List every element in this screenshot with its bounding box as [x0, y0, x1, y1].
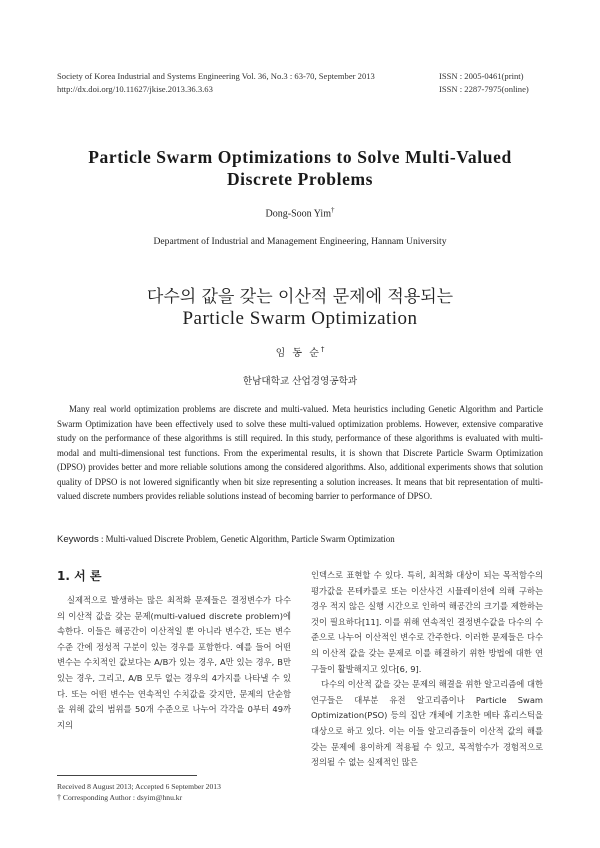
footnote-divider: [57, 775, 197, 776]
paper-title-line2: Discrete Problems: [226, 169, 374, 189]
keywords-label: Keywords: [57, 534, 99, 545]
corresponding-mark: †: [57, 793, 61, 802]
korean-title-line2: Particle Swarm Optimization: [182, 308, 418, 329]
korean-author-mark: †: [320, 345, 325, 354]
keywords: [57, 532, 543, 547]
paper-title-line1: Particle Swarm Optimizations to Solve Multi-Valued: [88, 147, 512, 167]
keywords-text: Multi-valued Discrete Problem, Genetic Algorithm, Particle Swarm Optimization: [105, 534, 395, 544]
body-right-column: [311, 568, 543, 771]
body-left-paragraph: 실제적으로 발생하는 많은 최적화 문제들은 결정변수가 다수의 이산적 값을 갖는 문제(multi-valued discrete problem)에 속한다. 이들은 해공간이 이산적일 뿐 아니라 변수간, 또는 변수 수준 간에 정성적 구분이 있는 경우를 포함한다. 예를 들어 어떤 변수는 수치적인 값보다는 A/B가 있는 경우, A만 있는 경우, B만 있는 경우, 그리고, A/B 모두 없는 경우의 4가지를 나타낼 수 있다. 또는 어떤 변수는 연속적인 수치값을 갖지만, 문제의 단순함을 위해 값의 범위를 50개 수준으로 나누어 각각을 0부터 49까지의: [57, 595, 291, 730]
journal-citation: Society of Korea Industrial and Systems Engineering Vol. 36, No.3 : 63-70, September 2013: [57, 71, 375, 81]
korean-affiliation: 한남대학교 산업경영공학과: [242, 376, 358, 387]
corresponding-text: Corresponding Author : dsyim@hnu.kr: [62, 793, 183, 802]
paper-title: [40, 146, 560, 190]
affiliation: Department of Industrial and Management Engineering, Hannam University: [153, 236, 447, 247]
author: [0, 206, 600, 219]
corresponding-author: [57, 793, 182, 803]
keywords-separator: :: [98, 534, 106, 544]
body-right-paragraph-1: 인덱스로 표현할 수 있다. 특히, 최적화 대상이 되는 목적함수의 평가값을 몬테카를로 또는 이산사건 시뮬레이션에 의해 구하는 경우 적지 않은 실행 시간으로 인하여 해공간의 크기를 제한하는 것이 필요하다[11]. 이를 위해 연속적인 결정변수값을 다수의 수준으로 나누어 이산적인 변수로 간주한다. 이러한 문제들은 다수의 이산적 값을 갖는 문제로 이를 해결하기 위한 방법에 대한 연구들이 활발해지고 있다[6, 9].: [311, 570, 543, 674]
issn-online: ISSN : 2287-7975(online): [439, 84, 529, 94]
author-mark: †: [330, 206, 335, 214]
doi-link[interactable]: http://dx.doi.org/10.11627/jkise.2013.36.3.63: [57, 84, 213, 94]
body-right-paragraph-2: 다수의 이산적 값을 갖는 문제의 해결을 위한 알고리즘에 대한 연구들은 대부분 유전 알고리즘이나 Particle Swam Optimization(PSO) 등의 집단 개체에 기초한 메타 휴리스틱을 대상으로 하고 있다. 이는 이들 알고리즘들이 이산적 값의 해를 갖는 문제에 용이하게 적용될 수 있고, 목적함수가 경험적으로 정의될 수 없는 실제적인 많은: [311, 679, 543, 768]
journal-header: [57, 70, 375, 96]
issn-print: ISSN : 2005-0461(print): [439, 71, 524, 81]
abstract: Many real world optimization problems are discrete and multi-valued. Meta heuristics including Genetic Algorithm and Particle Swarm Optimization have been effectively used to solve these multi-valued optimization problems. However, extensive comparative study on the performance of these algorithms is still required. In this study, performance of these algorithms is evaluated with multi-modal and multi-dimensional test functions. From the experimental results, it is shown that Discrete Particle Swarm Optimization (DPSO) provides better and more reliable solutions among the considered algorithms. Also, additional experiments shows that solution quality of DPSO is not lowered significantly when bit size representing a solution increases. It means that bit representation of multi-valued discrete numbers provides reliable solutions instead of becoming barrier to performance of DPSO.: [57, 404, 543, 501]
korean-author: [0, 344, 600, 359]
korean-title-line1: 다수의 값을 갖는 이산적 문제에 적용되는: [146, 287, 454, 307]
section-heading: 1. 서 론: [57, 569, 102, 583]
issn-block: [439, 70, 529, 96]
received-date: Received 8 August 2013; Accepted 6 September 2013: [57, 782, 221, 791]
korean-author-name: 임 동 순: [275, 348, 321, 359]
author-name: Dong-Soon Yim: [265, 208, 331, 220]
